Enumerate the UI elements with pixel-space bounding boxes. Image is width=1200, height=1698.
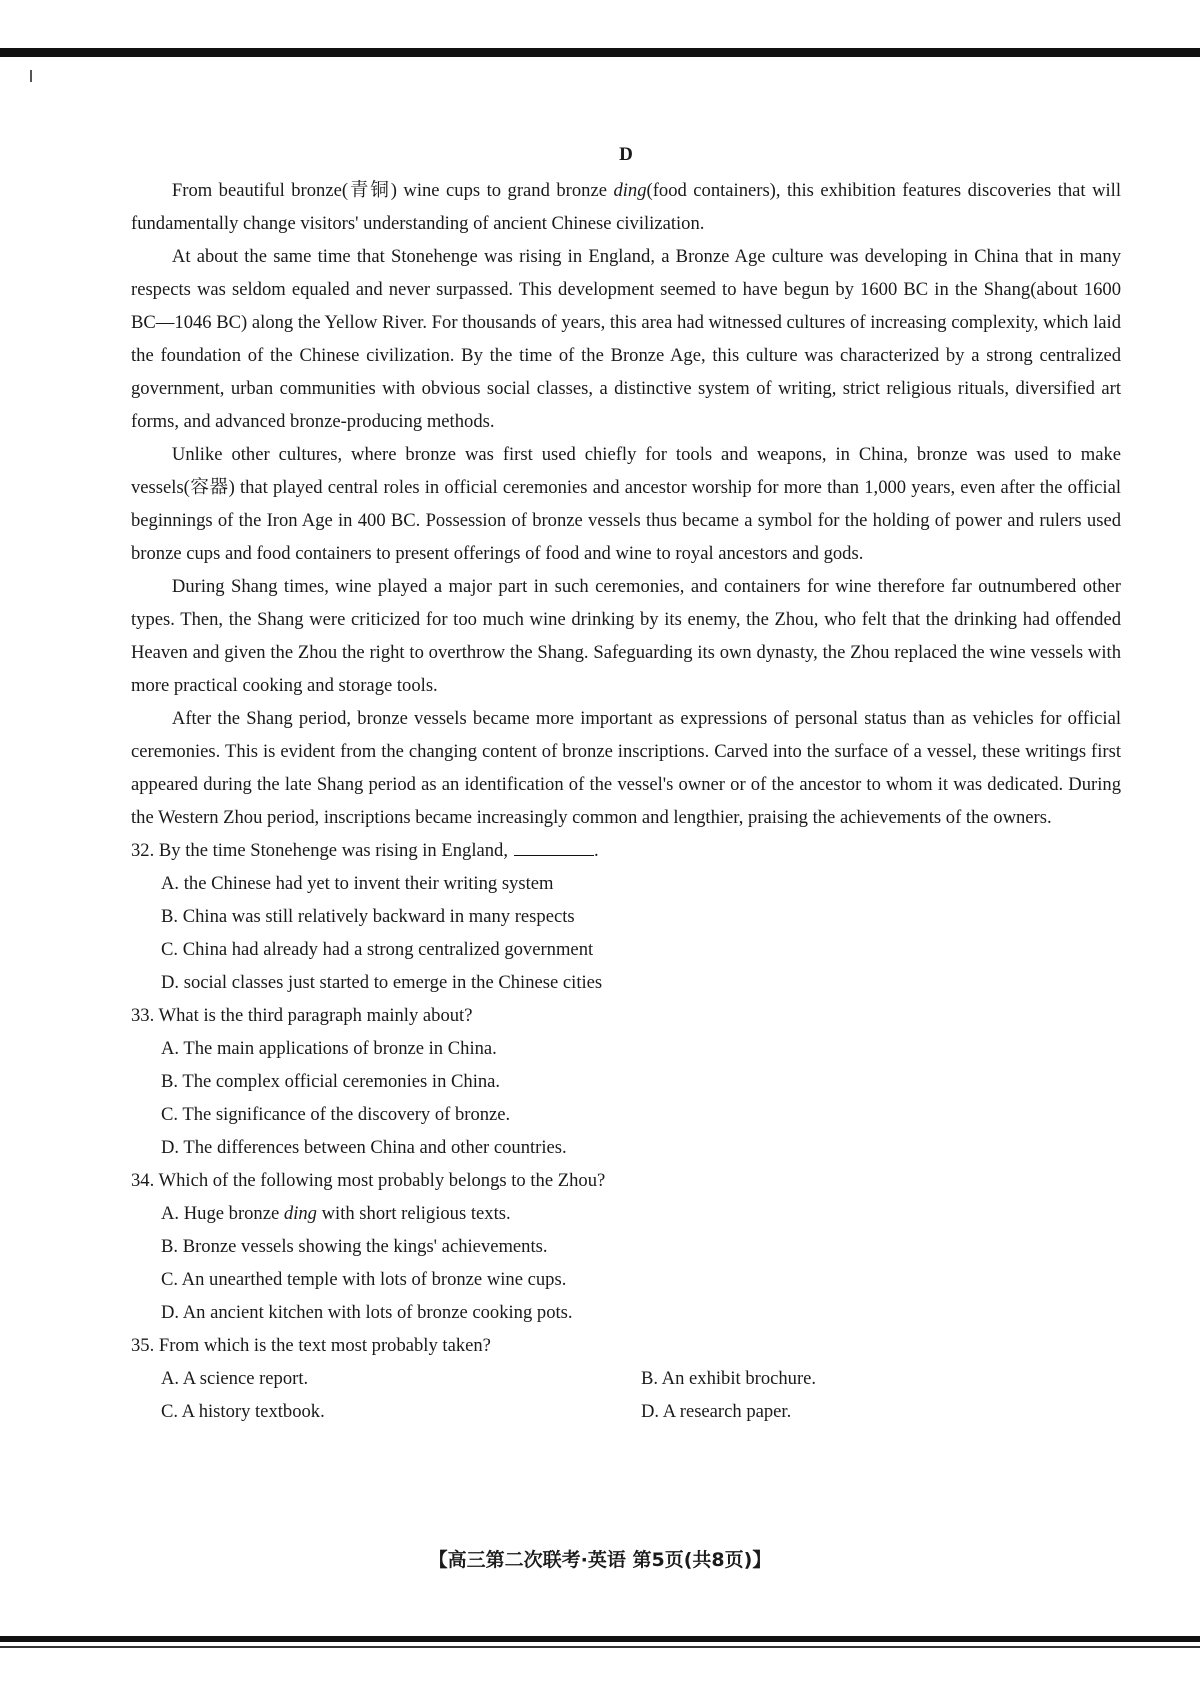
question-35 (131, 1329, 1121, 1428)
paragraph-3: Unlike other cultures, where bronze was first used chiefly for tools and weapons, in China, bronze was used to make vessels(容器) that played central roles in official ceremonies and ancestor worship for more than 1,000 years, even after the official beginnings of the Iron Age in 400 BC. Possession of bronze vessels thus became a symbol for the holding of power and rulers used bronze cups and food containers to present offerings of food and wine to royal ancestors and gods. (131, 444, 1121, 564)
question-stem: 34. Which of the following most probably belongs to the Zhou? (131, 1170, 606, 1191)
option-row-1 (161, 1362, 1121, 1395)
top-border-rule (0, 48, 1200, 57)
option-b[interactable]: B. The complex official ceremonies in China. (161, 1071, 501, 1092)
option-d[interactable]: D. social classes just started to emerge in the Chinese cities (161, 972, 603, 993)
option-b[interactable]: B. Bronze vessels showing the kings' achievements. (161, 1236, 548, 1257)
option-a[interactable]: A. the Chinese had yet to invent their writing system (161, 873, 554, 894)
page-content (131, 140, 1121, 1428)
bottom-border-rule (0, 1636, 1200, 1642)
paragraph-5: After the Shang period, bronze vessels became more important as expressions of personal status than as vehicles for official ceremonies. This is evident from the changing content of bronze inscriptions. Carved into the surface of a vessel, these writings first appeared during the late Shang period as an identification of the vessel's owner or of the ancestor to whom it was dedicated. During the Western Zhou period, inscriptions became increasingly common and lengthier, praising the achievements of the owners. (131, 708, 1121, 828)
option-a[interactable]: A. The main applications of bronze in China. (161, 1038, 497, 1059)
scan-mark (30, 70, 32, 82)
question-32-stem-end: . (594, 840, 599, 861)
question-32-stem: 32. By the time Stonehenge was rising in England, (131, 840, 508, 861)
paragraph-1 (131, 174, 1121, 240)
bottom-border-rule-thin (0, 1646, 1200, 1648)
option-d[interactable]: D. The differences between China and other countries. (161, 1137, 567, 1158)
option-d[interactable]: D. An ancient kitchen with lots of bronze cooking pots. (161, 1302, 573, 1323)
option-c[interactable]: C. The significance of the discovery of bronze. (161, 1104, 511, 1125)
paragraph-1-text-a: From beautiful bronze(青铜) wine cups to grand bronze (171, 180, 614, 201)
question-32 (131, 834, 1121, 999)
paragraph-1-italic-ding: ding (613, 180, 647, 201)
paragraph-2: At about the same time that Stonehenge was rising in England, a Bronze Age culture was developing in China that in many respects was seldom equaled and never surpassed. This development seemed to have begun by 1600 BC in the Shang(about 1600 BC—1046 BC) along the Yellow River. For thousands of years, this area had witnessed cultures of increasing complexity, which laid the foundation of the Chinese civilization. By the time of the Bronze Age, this culture was characterized by a strong centralized government, urban communities with obvious social classes, a distinctive system of writing, strict religious rituals, diversified art forms, and advanced bronze-producing methods. (131, 246, 1121, 432)
section-title: D (619, 144, 633, 165)
question-stem: 35. From which is the text most probably taken? (131, 1335, 491, 1356)
answer-blank (514, 837, 594, 856)
option-b[interactable]: B. China was still relatively backward in many respects (161, 906, 575, 927)
option-c[interactable]: C. A history textbook. (161, 1401, 325, 1422)
question-stem (131, 834, 1121, 867)
option-row-2 (161, 1395, 1121, 1428)
option-a-text-a: A. Huge bronze (161, 1203, 284, 1224)
option-b[interactable]: B. An exhibit brochure. (641, 1368, 817, 1389)
paragraph-4: During Shang times, wine played a major part in such ceremonies, and containers for wine therefore far outnumbered other types. Then, the Shang were criticized for too much wine drinking by its enemy, the Zhou, who felt that the drinking had offended Heaven and given the Zhou the right to overthrow the Shang. Safeguarding its own dynasty, the Zhou replaced the wine vessels with more practical cooking and storage tools. (131, 576, 1121, 696)
option-d[interactable]: D. A research paper. (641, 1401, 792, 1422)
question-stem: 33. What is the third paragraph mainly about? (131, 1005, 473, 1026)
option-a[interactable] (161, 1197, 1121, 1230)
question-34 (131, 1164, 1121, 1329)
option-a-italic-ding: ding (283, 1203, 317, 1224)
option-a-text-b: with short religious texts. (316, 1203, 511, 1224)
paragraph-1-text-b: (food containers), this exhibition features discoveries that will fundamentally change visitors' understanding of ancient Chinese civilization. (131, 180, 1121, 234)
option-c[interactable]: C. An unearthed temple with lots of bronze wine cups. (161, 1269, 567, 1290)
option-c[interactable]: C. China had already had a strong centralized government (161, 939, 594, 960)
page-footer: 【高三第二次联考·英语 第5页(共8页)】 (428, 1549, 772, 1571)
option-a[interactable]: A. A science report. (161, 1368, 309, 1389)
question-33 (131, 999, 1121, 1164)
